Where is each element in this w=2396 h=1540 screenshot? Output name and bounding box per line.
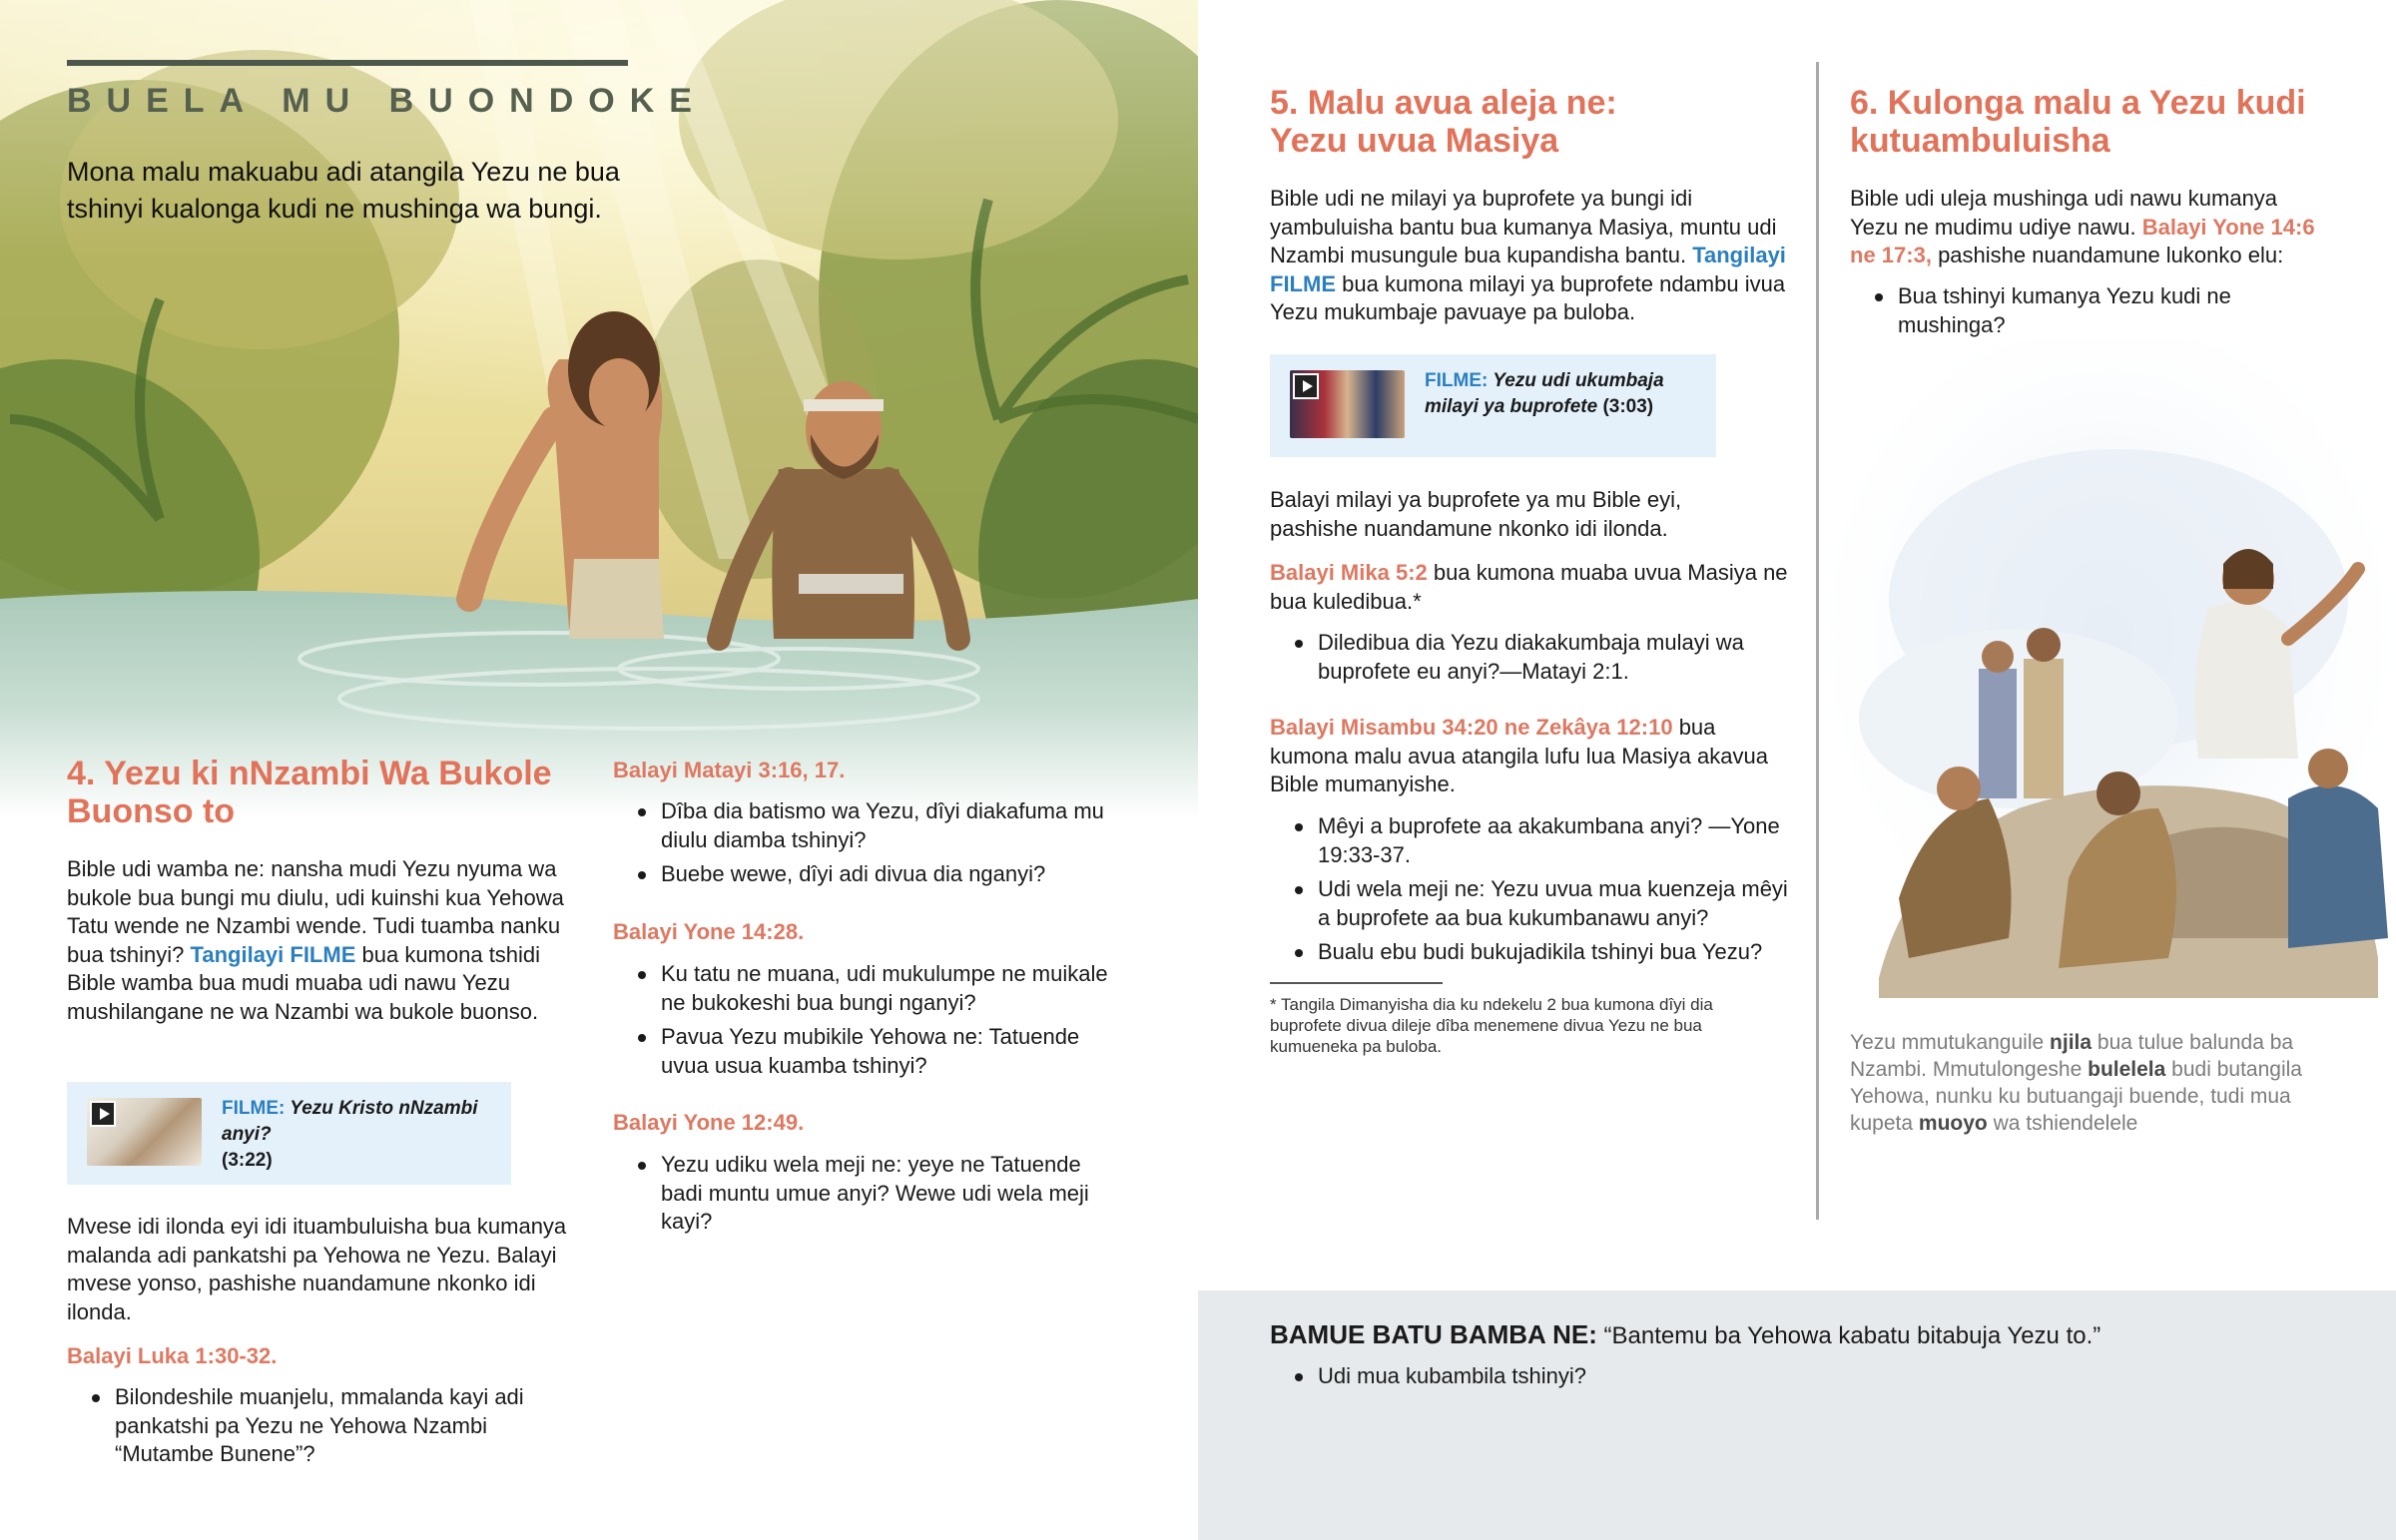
footnote-rule [1270, 982, 1443, 984]
list-item: Bualu ebu budi bukujadikila tshinyi bua Yezu? [1270, 938, 1799, 967]
objection-questions [1270, 1362, 1869, 1397]
section-6-paragraph: Bible udi uleja mushinga udi nawu kumanya Yezu ne mudimu udiye nawu. Balayi Yone 14:6 ne 17:3, pashishe nuandamune lukonko elu: [1850, 186, 2315, 267]
section-5-paragraph: Bible udi ne milayi ya buprofete ya bungi idi yambuluisha bantu bua kumanya Masiya, muntu udi Nzambi musungule bua kupandisha bantu. Tangilayi FILME bua kumona milayi ya buprofete ndambu ivua Yezu mukumbaje pavuaye pa buloba. [1270, 186, 1786, 324]
teaching-illustration [1819, 339, 2396, 998]
questions-misambu [1270, 812, 1799, 973]
play-icon[interactable] [90, 1101, 116, 1127]
list-item: Dîba dia batismo wa Yezu, dîyi diakafuma mu diulu diamba tshinyi? [613, 797, 1112, 854]
questions-matayi [613, 797, 1112, 895]
list-item: Ku tatu ne muana, udi mukulumpe ne muikale ne bukokeshi bua bungi nganyi? [613, 960, 1112, 1017]
list-item: Pavua Yezu mubikile Yehowa ne: Tatuende uvua usua kuamba tshinyi? [613, 1023, 1112, 1080]
list-item: Mêyi a buprofete aa akakumbana anyi? —Yone 19:33-37. [1270, 812, 1799, 869]
questions-yone-14 [613, 960, 1112, 1086]
list-item: Diledibua dia Yezu diakakumbaja mulayi wa buprofete eu anyi?—Matayi 2:1. [1270, 629, 1789, 686]
baptism-illustration [0, 0, 1198, 818]
ref-misambu-line: Balayi Misambu 34:20 ne Zekâya 12:10 bua kumona malu avua atangila lufu lua Masiya akavua Bible mumanyishe. [1270, 715, 1768, 796]
section-6-title: 6. Kulonga malu a Yezu kudi kutuambuluisha [1850, 84, 2306, 160]
footnote: * Tangila Dimanyisha dia ku ndekelu 2 bua kumona dîyi dia buprofete divua dileje dîba menemene divua Yezu ne bua kumueneka pa buloba. [1270, 995, 1713, 1056]
questions-section-6 [1850, 282, 2319, 345]
video-box-section-5[interactable] [1270, 354, 1716, 457]
section-4-paragraph-2: Mvese idi ilonda eyi idi ituambuluisha bua kumanya malanda adi pankatshi pa Yehowa ne Yezu. Balayi mvese yonso, pashishe nuandamune nkonko idi ilonda. [67, 1214, 567, 1324]
ref-matayi: Balayi Matayi 3:16, 17. [613, 758, 846, 782]
section-5-paragraph-2: Balayi milayi ya buprofete ya mu Bible eyi, pashishe nuandamune nkonko idi ilonda. [1270, 487, 1682, 541]
objection-text: BAMUE BATU BAMBA NE: “Bantemu ba Yehowa kabatu bitabuja Yezu to.” [1270, 1319, 2101, 1349]
top-rule [67, 60, 628, 66]
illustration-caption: Yezu mmutukanguile njila bua tulue balunda ba Nzambi. Mmutulongeshe bulelela budi butangila Yehowa, nunku ku butuangaji buende, tudi mua kupeta muoyo wa tshiendelele [1850, 1031, 2302, 1135]
ref-luka: Balayi Luka 1:30-32. [67, 1343, 278, 1368]
play-icon[interactable] [1293, 373, 1319, 399]
video-thumbnail[interactable] [87, 1098, 202, 1166]
video-thumbnail[interactable] [1290, 370, 1405, 438]
questions-yone-12 [613, 1151, 1122, 1243]
section-4-paragraph: Bible udi wamba ne: nansha mudi Yezu nyuma wa bukole bua bungi mu diulu, udi kuinshi kua Yehowa Tatu wende ne Nzambi wende. Tudi tuamba nanku bua tshinyi? Tangilayi FILME bua kumona tshidi Bible wamba bua mudi muaba udi nawu Yezu mushilangane ne wa Nzambi wa bukole buonso. [67, 856, 564, 1024]
ref-mika-line: Balayi Mika 5:2 bua kumona muaba uvua Masiya ne bua kuledibua.* [1270, 560, 1788, 614]
list-item: Bilondeshile muanjelu, mmalanda kayi adi pankatshi pa Yezu ne Yehowa Nzambi “Mutambe Bunene”? [67, 1383, 586, 1469]
section-5-title: 5. Malu avua aleja ne: Yezu uvua Masiya [1270, 84, 1617, 160]
page-kicker: BUELA MU BUONDOKE [67, 82, 707, 120]
film-link[interactable]: Tangilayi FILME [190, 941, 356, 967]
list-item: Bua tshinyi kumanya Yezu kudi ne mushinga? [1850, 282, 2319, 339]
ref-yone-12: Balayi Yone 12:49. [613, 1110, 805, 1135]
film-link[interactable]: Tangilayi FILME [1270, 243, 1786, 296]
questions-mika [1270, 629, 1789, 692]
video-label: FILME: Yezu udi ukumbaja milayi ya buprofete (3:03) [1425, 370, 1664, 417]
intro-text: Mona malu makuabu adi atangila Yezu ne bua tshinyi kualonga kudi ne mushinga wa bungi. [67, 157, 620, 224]
video-box-section-4[interactable] [67, 1082, 511, 1185]
ref-yone-14: Balayi Yone 14:28. [613, 919, 805, 944]
list-item: Yezu udiku wela meji ne: yeye ne Tatuende badi muntu umue anyi? Wewe udi wela meji kayi? [613, 1151, 1122, 1237]
list-item: Udi mua kubambila tshinyi? [1270, 1362, 1869, 1391]
video-label: FILME: Yezu Kristo nNzambi anyi? (3:22) [222, 1098, 478, 1171]
questions-luka [67, 1383, 586, 1475]
list-item: Udi wela meji ne: Yezu uvua mua kuenzeja mêyi a buprofete aa bua kukumbanawu anyi? [1270, 875, 1799, 932]
list-item: Buebe wewe, dîyi adi divua dia nganyi? [613, 860, 1112, 889]
section-4-title: 4. Yezu ki nNzambi Wa Bukole Buonso to [67, 755, 552, 830]
